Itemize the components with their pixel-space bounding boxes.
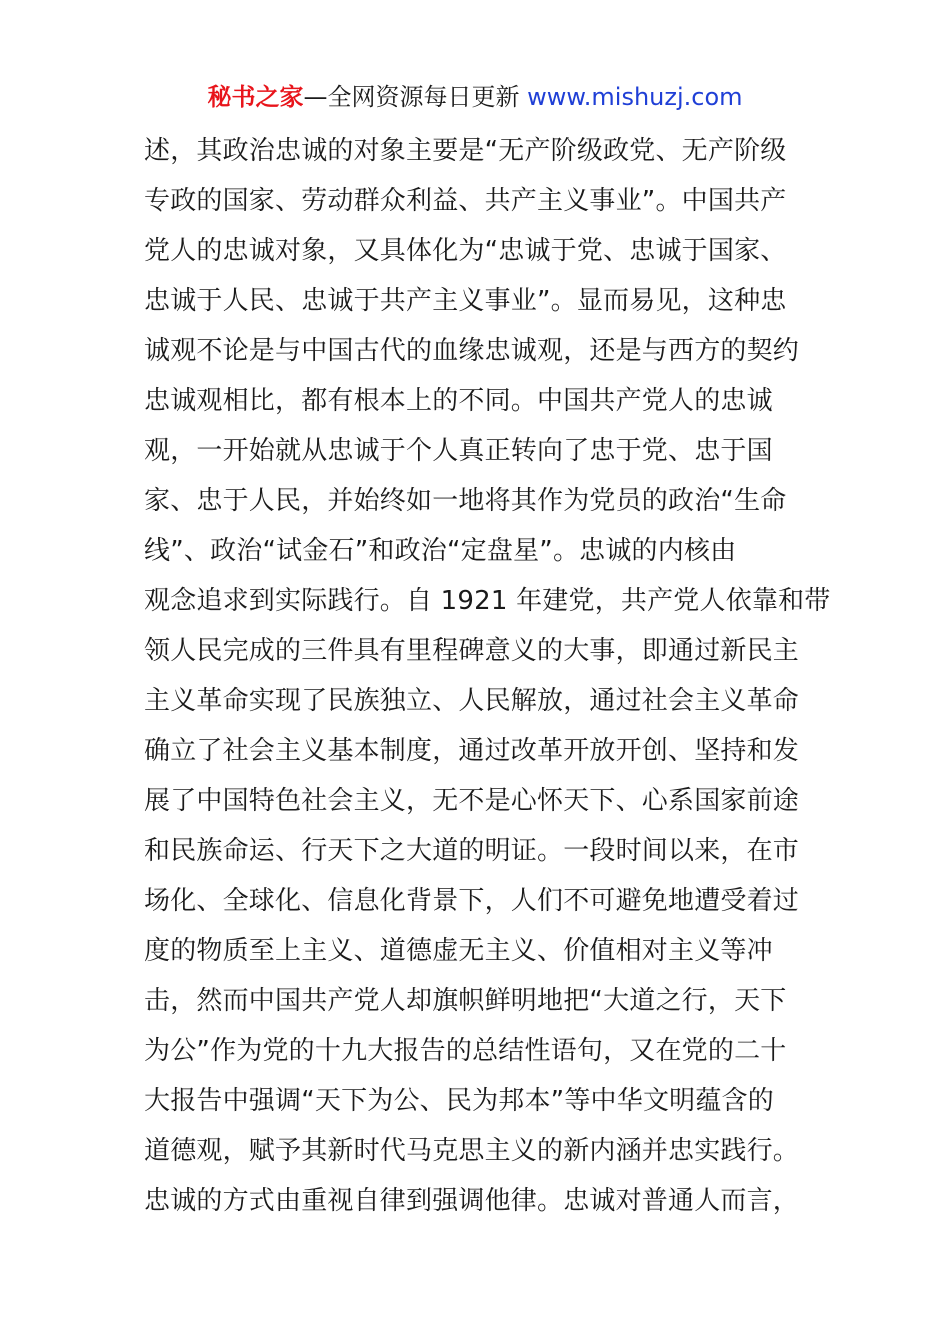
site-brand: 秘书之家	[207, 83, 304, 111]
text-line: 观，一开始就从忠诚于个人真正转向了忠于党、忠于国	[144, 436, 773, 466]
text-line: 主义革命实现了民族独立、人民解放，通过社会主义革命	[144, 686, 800, 716]
text-line: 领人民完成的三件具有里程碑意义的大事，即通过新民主	[144, 636, 800, 666]
text-line: 确立了社会主义基本制度，通过改革开放开创、坚持和发	[144, 736, 800, 766]
text-line: 线”、政治“试金石”和政治“定盘星”。忠诚的内核由	[144, 536, 737, 566]
site-header	[0, 80, 950, 114]
text-line: 忠诚于人民、忠诚于共产主义事业”。显而易见，这种忠	[144, 286, 787, 316]
text-line: 度的物质至上主义、道德虚无主义、价值相对主义等冲	[144, 936, 773, 966]
text-line: 击，然而中国共产党人却旗帜鲜明地把“大道之行，天下	[144, 986, 787, 1016]
text-line: 忠诚的方式由重视自律到强调他律。忠诚对普通人而言，	[144, 1186, 800, 1216]
text-line: 党人的忠诚对象，又具体化为“忠诚于党、忠诚于国家、	[144, 236, 787, 266]
text-line: 大报告中强调“天下为公、民为邦本”等中华文明蕴含的	[144, 1086, 774, 1116]
text-line: 为公”作为党的十九大报告的总结性语句，又在党的二十	[144, 1036, 787, 1066]
text-line: 观念追求到实际践行。自 1921 年建党，共产党人依靠和带	[144, 586, 831, 616]
text-line: 诚观不论是与中国古代的血缘忠诚观，还是与西方的契约	[144, 336, 800, 366]
text-line: 忠诚观相比，都有根本上的不同。中国共产党人的忠诚	[144, 386, 773, 416]
text-line: 场化、全球化、信息化背景下，人们不可避免地遭受着过	[144, 886, 800, 916]
text-line: 展了中国特色社会主义，无不是心怀天下、心系国家前途	[144, 786, 800, 816]
text-line: 述，其政治忠诚的对象主要是“无产阶级政党、无产阶级	[144, 136, 787, 166]
text-line: 和民族命运、行天下之大道的明证。一段时间以来，在市	[144, 836, 800, 866]
document-body	[144, 126, 831, 1226]
site-tagline: —全网资源每日更新	[303, 83, 528, 111]
text-line: 家、忠于人民，并始终如一地将其作为党员的政治“生命	[144, 486, 787, 516]
text-line: 专政的国家、劳动群众利益、共产主义事业”。中国共产	[144, 186, 787, 216]
site-url-link[interactable]: www.mishuzj.com	[527, 83, 743, 111]
text-line: 道德观，赋予其新时代马克思主义的新内涵并忠实践行。	[144, 1136, 800, 1166]
